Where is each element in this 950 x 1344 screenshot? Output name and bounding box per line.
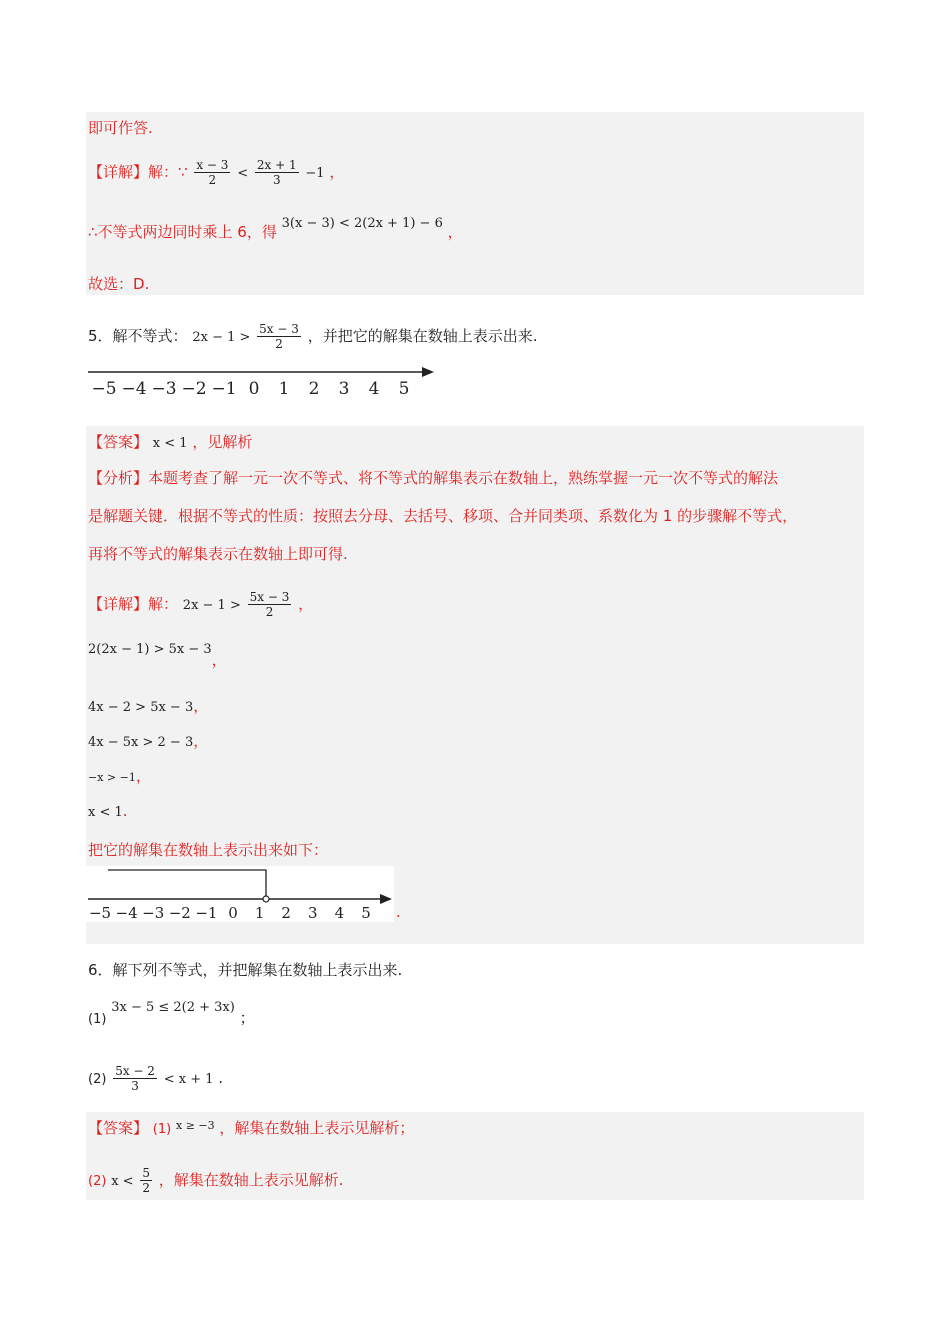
text-line	[88, 216, 463, 244]
detail-line	[88, 158, 344, 187]
detail-line	[88, 590, 313, 619]
axis-tick-label: 2	[281, 904, 291, 922]
question-6-part-2	[88, 1064, 223, 1093]
answer-tag: 【答案】	[88, 1119, 149, 1137]
question-suffix: ，并把它的解集在数轴上表示出来.	[307, 327, 538, 345]
fraction: $\frac{2x + 1}{3}$	[256, 158, 297, 187]
math-expression: 2(2x − 1) > 5x − 3	[88, 642, 212, 657]
math-expression: 2x − 1 >	[192, 330, 251, 345]
axis-tick-label: 0	[228, 904, 238, 922]
question-prefix: 5．解不等式：	[88, 327, 188, 345]
step-line	[88, 696, 208, 718]
number-line-solution	[86, 866, 394, 922]
text: ∴不等式两边同时乘上 6，得	[88, 223, 277, 241]
detail-tag: 【详解】解：∵	[88, 163, 188, 181]
math-expression: −1	[305, 166, 325, 181]
question-6: 6．解下列不等式，并把解集在数轴上表示出来.	[88, 961, 403, 979]
axis-tick-label: −5	[88, 904, 112, 922]
punctuation: ，	[298, 595, 314, 613]
part-label: (2)	[88, 1174, 107, 1189]
axis-tick-label: −2	[168, 904, 191, 922]
punctuation: ，	[135, 767, 151, 785]
math-symbol: <	[237, 166, 249, 181]
axis-tick-label: 4	[368, 379, 380, 399]
axis-tick-label: −5	[91, 379, 117, 399]
answer-line	[88, 1118, 414, 1140]
math-expression: 4x − 2 > 5x − 3	[88, 700, 194, 715]
question-5	[88, 322, 537, 351]
axis-tick-label: 5	[361, 904, 371, 922]
answer-text: ，解集在数轴上表示见解析.	[158, 1171, 344, 1189]
axis-tick-label: 3	[338, 379, 350, 399]
detail-tag: 【详解】解：	[88, 595, 179, 613]
axis-tick-label: −4	[115, 904, 138, 922]
punctuation: ；	[239, 1009, 255, 1027]
analysis-line: 是解题关键．根据不等式的性质：按照去分母、去括号、移项、合并同类项、系数化为 1 的步骤解不等式，	[88, 507, 798, 525]
axis-tick-label: −4	[121, 379, 147, 399]
part-label: (1)	[88, 1012, 107, 1027]
math-expression: x < 1	[88, 805, 123, 820]
punctuation: ，	[211, 651, 227, 669]
axis-tick-label: −3	[151, 379, 177, 399]
answer-rest: ，见解析	[192, 433, 253, 451]
number-line-q5	[86, 360, 436, 400]
math-expression: 2x − 1 >	[182, 598, 241, 613]
question-6-part-1	[88, 1000, 255, 1030]
axis-tick-label: −1	[211, 379, 237, 399]
math-expression: 3x − 5 ≤ 2(2 + 3x)	[111, 1000, 235, 1015]
math-expression: x ≥ −3	[176, 1119, 215, 1132]
step-line	[88, 638, 227, 669]
axis-tick-label: 1	[254, 904, 265, 922]
axis-tick-label: −2	[181, 379, 207, 399]
punctuation: ，	[193, 697, 209, 715]
axis-tick-label: 3	[308, 904, 318, 922]
math-expression: x < 1	[152, 436, 188, 451]
text-line: 即可作答.	[88, 119, 153, 137]
math-expression: 4x − 5x > 2 − 3	[88, 735, 194, 750]
axis-tick-label: 0	[248, 379, 260, 399]
axis-tick-label: −1	[195, 904, 218, 922]
step-line	[88, 766, 151, 788]
fraction: $\frac{5}{2}$	[142, 1166, 150, 1195]
fraction: $\frac{5x - 3}{2}$	[249, 590, 290, 619]
axis-tick-label: 4	[334, 904, 345, 922]
solution-box-q4	[86, 112, 864, 295]
punctuation: ，	[329, 163, 345, 181]
analysis-line: 【分析】本题考查了解一元一次不等式、将不等式的解集表示在数轴上，熟练掌握一元一次不等式的解法	[88, 469, 779, 487]
answer-line	[88, 432, 252, 454]
punctuation: .	[122, 802, 128, 820]
analysis-line: 再将不等式的解集表示在数轴上即可得.	[88, 545, 348, 563]
text-line: 故选：D.	[88, 275, 150, 293]
math-expression: x <	[111, 1174, 134, 1189]
axis-tick-label: −3	[142, 904, 165, 922]
part-label: (2)	[88, 1072, 107, 1087]
fraction: $\frac{x - 3}{2}$	[196, 158, 229, 187]
axis-tick-label: 1	[278, 379, 290, 399]
axis-tick-label: 5	[398, 379, 410, 399]
step-line	[88, 731, 208, 753]
punctuation: ，	[447, 223, 463, 241]
math-expression: 3(x − 3) < 2(2x + 1) − 6	[281, 216, 443, 231]
answer-text: ，解集在数轴上表示见解析；	[219, 1119, 415, 1137]
part-label: (1)	[152, 1122, 172, 1137]
math-expression: −x > −1	[88, 771, 136, 784]
punctuation: .	[396, 903, 401, 921]
answer-line	[88, 1166, 344, 1195]
punctuation: ，	[193, 732, 209, 750]
fraction: $\frac{5x - 2}{3}$	[115, 1064, 155, 1093]
text-line: 把它的解集在数轴上表示出来如下：	[88, 841, 329, 859]
step-line	[88, 801, 128, 823]
fraction: $\frac{5x - 3}{2}$	[259, 322, 299, 351]
answer-tag: 【答案】	[88, 433, 149, 451]
axis-tick-label: 2	[308, 379, 320, 399]
math-expression: < x + 1	[163, 1072, 214, 1087]
punctuation: .	[218, 1069, 224, 1087]
